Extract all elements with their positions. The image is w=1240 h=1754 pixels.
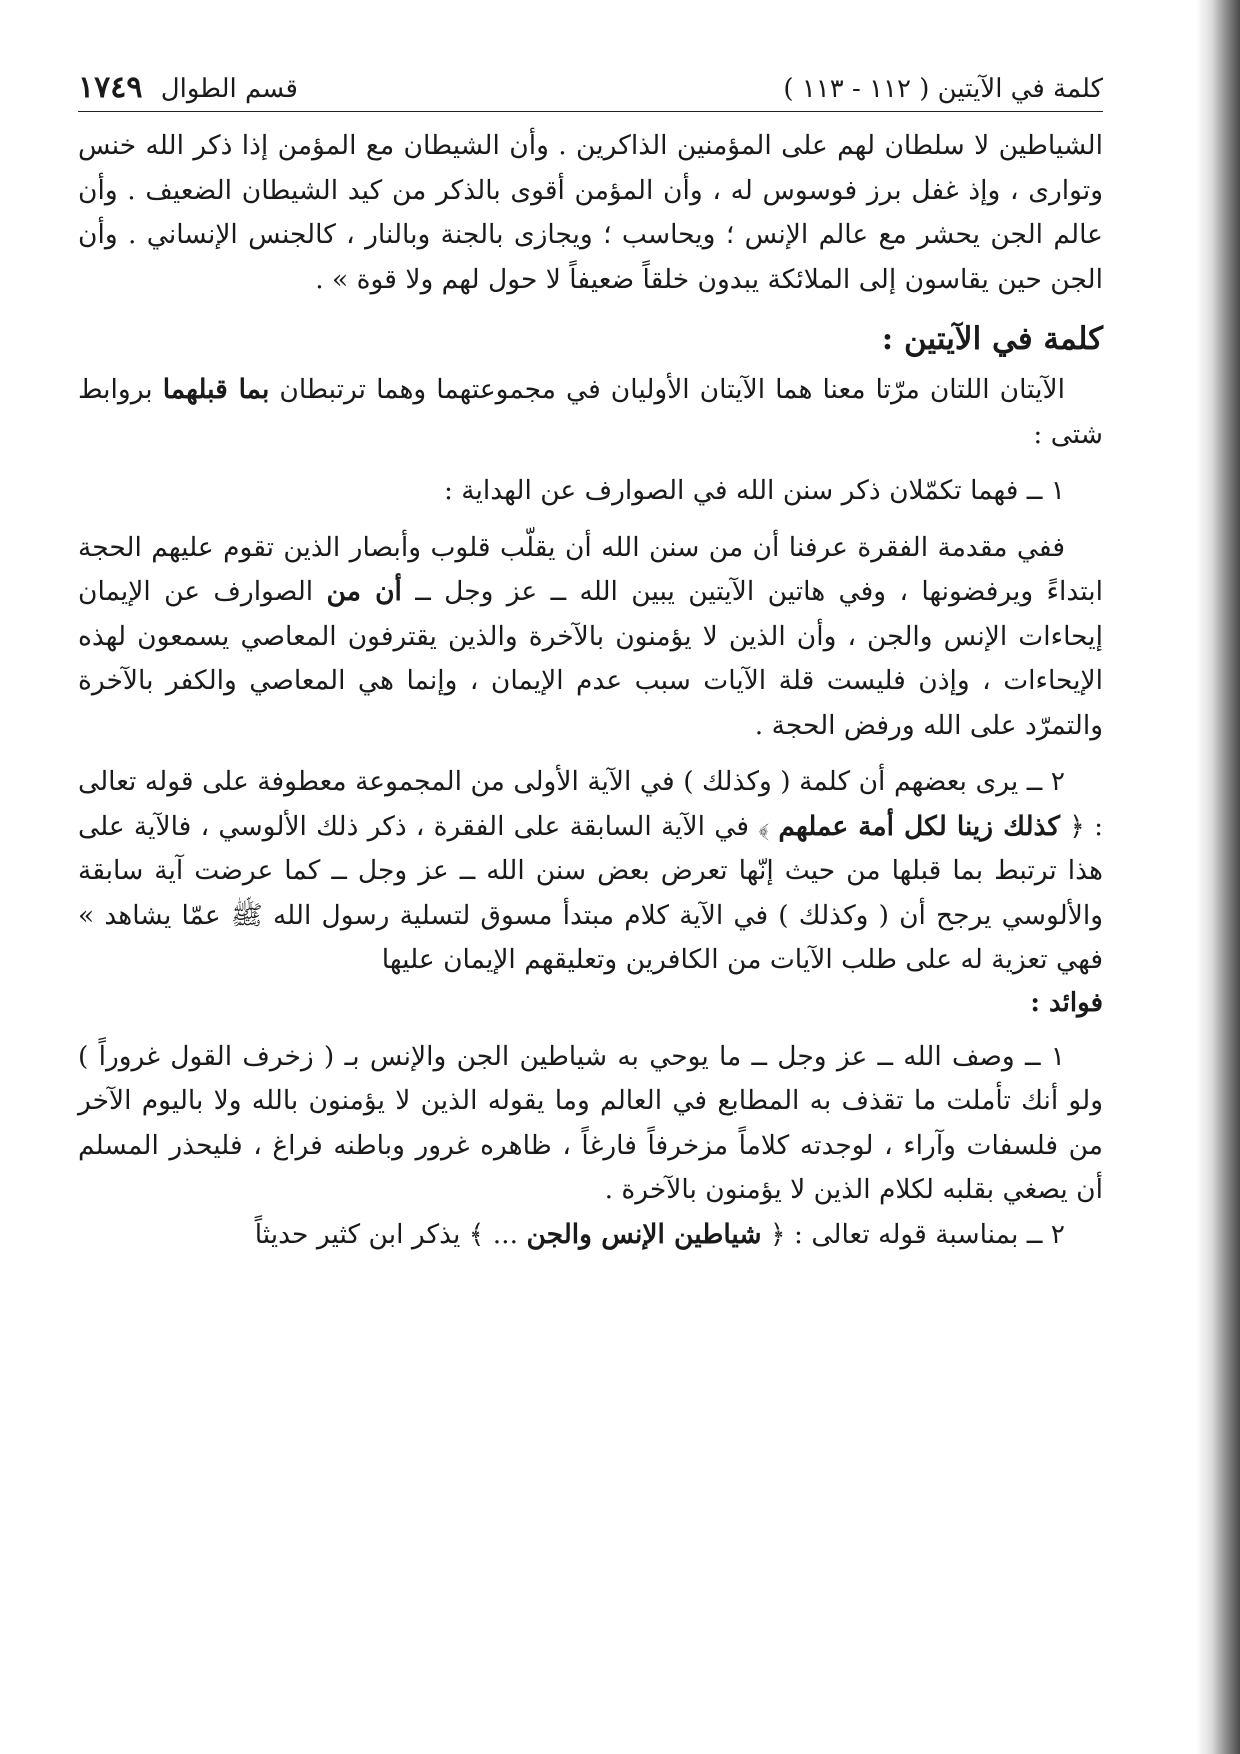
quoted-verse-1: كذلك زينا لكل أمة عملهم	[778, 810, 1061, 842]
benefit-2-text-c: ... ﴾ يذكر ابن كثير حديثاً	[254, 1218, 527, 1250]
point-2-text-c: ﴾ في الآية السابقة على الفقرة ، ذكر ذلك الألوسي ، فالآية على هذا ترتبط بما قبلها من حيث إنّها تعرض بعض سنن الله ــ عز وجل ــ كما عرضت آية سابقة والألوسي يرجح أن ( وكذلك ) في الآية كلام مبتدأ مسوق لتسلية رسول الله ﷺ عمّا يشاهد » فهي تعزية له على طلب الآيات من الكافرين وتعليقهم الإيمان عليها	[78, 810, 1103, 975]
header-section: قسم الطوال	[160, 74, 298, 104]
running-header	[78, 70, 1103, 112]
quoted-verse-2: شياطين الإنس والجن	[526, 1218, 762, 1250]
point-2	[78, 760, 1103, 983]
paragraph-links-text-a: الآيتان اللتان مرّتا معنا هما الآيتان الأوليان في مجموعتهما وهما ترتبطان	[269, 374, 1065, 405]
paragraph-sunan-text-c: الصوارف عن الإيمان إيحاءات الإنس والجن ، وأن الذين لا يؤمنون بالآخرة والذين يقترفون المعاصي يسمعون لهذه الإيحاءات ، وإذن فليست قلة الآيات سبب عدم الإيمان ، وإنما هي المعاصي والكفر بالآخرة والتمرّد على الله ورفض الحجة .	[78, 576, 1103, 741]
header-left	[78, 70, 298, 105]
point-2-text-a: ٢ ــ يرى بعضهم أن كلمة ( وكذلك ) في الآية الأولى من المجموعة معطوفة على قوله تعالى : ﴿	[78, 766, 1103, 842]
book-spine-shadow	[1196, 0, 1240, 1754]
benefit-2	[78, 1213, 1103, 1258]
book-page	[78, 70, 1103, 1257]
intro-paragraph: الشياطين لا سلطان لهم على المؤمنين الذاكرين . وأن الشيطان مع المؤمن إذا ذكر الله خنس وتوارى ، وإذ غفل برز فوسوس له ، وأن المؤمن أقوى بالذكر من كيد الشيطان الضعيف . وأن عالم الجن يحشر مع عالم الإنس ؛ ويحاسب ؛ ويجازى بالجنة وبالنار ، كالجنس الإنساني . وأن الجن حين يقاسون إلى الملائكة يبدون خلقاً ضعيفاً لا حول لهم ولا قوة » .	[78, 130, 1103, 295]
heading-benefits: فوائد :	[1030, 987, 1103, 1018]
page-number: ١٧٤٩	[78, 70, 143, 105]
paragraph-sunan-bold: أن من	[326, 576, 402, 607]
benefit-2-text-a: ٢ ــ بمناسبة قوله تعالى : ﴿	[761, 1218, 1065, 1250]
paragraph-links	[78, 368, 1103, 457]
benefit-1: ١ ــ وصف الله ــ عز وجل ــ ما يوحي به شياطين الجن والإنس بـ ( زخرف القول غروراً ) ولو أنك تأملت ما تقذف به المطابع في العالم وما يقوله الذين لا يؤمنون بالله ولا باليوم الآخر من فلسفات وآراء ، لوجدته كلاماً مزخرفاً فارغاً ، ظاهره غرور وباطنه فراغ ، فليحذر المسلم أن يصغي بقلبه لكلام الذين لا يؤمنون بالآخرة .	[78, 1040, 1103, 1205]
point-1: ١ ــ فهما تكمّلان ذكر سنن الله في الصوارف عن الهداية :	[443, 475, 1065, 506]
paragraph-sunan	[78, 526, 1103, 749]
paragraph-sunan-text-a: ففي مقدمة الفقرة عرفنا أن من سنن الله أن يقلّب قلوب وأبصار الذين تقوم عليهم الحجة ابتداءً ويرفضونها ، وفي هاتين الآيتين يبين الله ــ عز وجل ــ	[78, 531, 1104, 607]
heading-verses: كلمة في الآيتين :	[881, 321, 1103, 357]
paragraph-links-bold: بما قبلهما	[162, 374, 270, 405]
paragraph-links-text-c: بروابط شتى :	[78, 374, 1103, 450]
header-title: كلمة في الآيتين ( ١١٢ - ١١٣ )	[783, 74, 1103, 104]
